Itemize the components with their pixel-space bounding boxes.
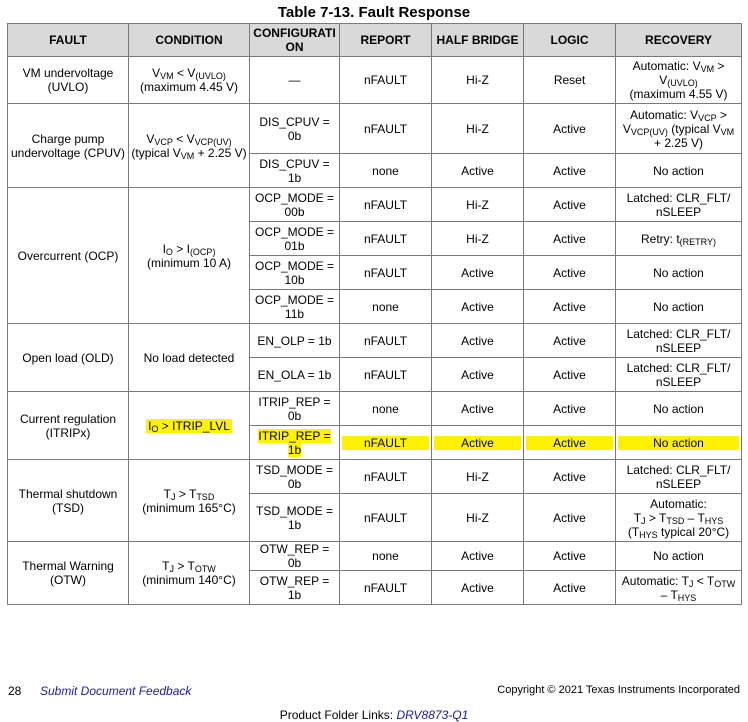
report-cell: nFAULT	[340, 358, 432, 392]
half-bridge-cell: Active	[432, 392, 524, 426]
half-bridge-cell: Hi-Z	[432, 494, 524, 542]
config-cell: DIS_CPUV = 0b	[250, 104, 340, 154]
report-cell: nFAULT	[340, 57, 432, 104]
report-cell: nFAULT	[340, 460, 432, 494]
condition-cell: $I_O > I_{(OCP)}$ (minimum 10 A)	[129, 188, 250, 324]
recovery-cell: No action	[616, 542, 742, 571]
recovery-cell: Automatic: $V_{VM} > V_{(UVLO)}$ (maximum 4.55 V)	[616, 57, 742, 104]
config-cell: OTW_REP = 1b	[250, 571, 340, 605]
recovery-cell: No action	[616, 256, 742, 290]
half-bridge-cell	[432, 426, 524, 460]
config-cell: EN_OLA = 1b	[250, 358, 340, 392]
recovery-cell: Latched: CLR_FLT/ nSLEEP	[616, 460, 742, 494]
fault-cell: Thermal shutdown (TSD)	[8, 460, 129, 542]
logic-cell: Active	[524, 571, 616, 605]
half-bridge-cell: Active	[432, 290, 524, 324]
header-logic: LOGIC	[524, 24, 616, 57]
condition-cell: No load detected	[129, 324, 250, 392]
fault-cell: Current regulation (ITRIPx)	[8, 392, 129, 460]
table-row	[8, 188, 742, 222]
report-cell: none	[340, 290, 432, 324]
logic-cell: Active	[524, 494, 616, 542]
header-configuration: CONFIGURATI ON	[250, 24, 340, 57]
page-number: 28	[8, 684, 22, 698]
logic-cell: Active	[524, 392, 616, 426]
half-bridge-cell: Active	[432, 571, 524, 605]
config-cell: OCP_MODE = 01b	[250, 222, 340, 256]
highlighted-text: ITRIP_REP = 1b	[258, 428, 331, 457]
half-bridge-cell: Active	[432, 358, 524, 392]
report-cell: none	[340, 154, 432, 188]
table-row	[8, 542, 742, 571]
header-report: REPORT	[340, 24, 432, 57]
table-row	[8, 324, 742, 358]
fault-cell: VM undervoltage (UVLO)	[8, 57, 129, 104]
half-bridge-cell: Hi-Z	[432, 188, 524, 222]
recovery-cell: Automatic: $V_{VCP} > V_{VCP(UV)}$ (typical $V_{VM} + 2.25$ V)	[616, 104, 742, 154]
recovery-cell: No action	[616, 290, 742, 324]
recovery-cell: No action	[616, 392, 742, 426]
half-bridge-cell: Active	[432, 542, 524, 571]
half-bridge-cell: Active	[432, 154, 524, 188]
highlighted-text: No action	[618, 436, 739, 450]
report-cell: nFAULT	[340, 571, 432, 605]
header-condition: CONDITION	[129, 24, 250, 57]
config-cell: OCP_MODE = 11b	[250, 290, 340, 324]
highlighted-text: $I_O$ > ITRIP_LVL	[148, 418, 230, 434]
config-cell: ITRIP_REP = 0b	[250, 392, 340, 426]
highlighted-text: nFAULT	[342, 436, 429, 450]
condition-cell: $V_{VM} < V_{(UVLO)}$ (maximum 4.45 V)	[129, 57, 250, 104]
config-cell: TSD_MODE = 1b	[250, 494, 340, 542]
report-cell: none	[340, 542, 432, 571]
condition-cell	[129, 392, 250, 460]
fault-cell: Charge pump undervoltage (CPUV)	[8, 104, 129, 188]
product-folder-label: Product Folder Links:	[279, 708, 397, 722]
logic-cell: Active	[524, 104, 616, 154]
config-cell: OCP_MODE = 10b	[250, 256, 340, 290]
report-cell: nFAULT	[340, 494, 432, 542]
recovery-cell: No action	[616, 154, 742, 188]
half-bridge-cell: Hi-Z	[432, 222, 524, 256]
config-cell: OTW_REP = 0b	[250, 542, 340, 571]
recovery-cell: Latched: CLR_FLT/ nSLEEP	[616, 358, 742, 392]
table-row	[8, 57, 742, 104]
logic-cell: Active	[524, 188, 616, 222]
logic-cell: Active	[524, 358, 616, 392]
config-cell: EN_OLP = 1b	[250, 324, 340, 358]
half-bridge-cell: Active	[432, 324, 524, 358]
fault-cell: Thermal Warning (OTW)	[8, 542, 129, 605]
recovery-cell: Latched: CLR_FLT/ nSLEEP	[616, 188, 742, 222]
table-row	[8, 104, 742, 154]
recovery-cell: Retry: $t_{(RETRY)}$	[616, 222, 742, 256]
fault-response-table	[7, 23, 742, 605]
logic-cell: Active	[524, 290, 616, 324]
config-cell: OCP_MODE = 00b	[250, 188, 340, 222]
table-title: Table 7-13. Fault Response	[277, 4, 471, 21]
half-bridge-cell: Hi-Z	[432, 57, 524, 104]
fault-cell: Open load (OLD)	[8, 324, 129, 392]
copyright: Copyright © 2021 Texas Instruments Incorporated	[497, 684, 740, 696]
header-row	[8, 24, 742, 57]
config-cell: DIS_CPUV = 1b	[250, 154, 340, 188]
half-bridge-cell: Hi-Z	[432, 104, 524, 154]
header-half-bridge: HALF BRIDGE	[432, 24, 524, 57]
logic-cell: Active	[524, 324, 616, 358]
header-recovery: RECOVERY	[616, 24, 742, 57]
config-cell: —	[250, 57, 340, 104]
fault-cell: Overcurrent (OCP)	[8, 188, 129, 324]
report-cell: none	[340, 392, 432, 426]
submit-feedback-link[interactable]: Submit Document Feedback	[40, 684, 192, 698]
logic-cell: Active	[524, 460, 616, 494]
condition-cell: $V_{VCP} < V_{VCP(UV)}$ (typical $V_{VM} + 2.25$ V)	[129, 104, 250, 188]
logic-cell: Active	[524, 542, 616, 571]
condition-cell: $T_J > T_{OTW}$ (minimum 140°C)	[129, 542, 250, 605]
product-link[interactable]: DRV8873-Q1	[396, 708, 469, 722]
table-row	[8, 460, 742, 494]
header-fault: FAULT	[8, 24, 129, 57]
config-cell: TSD_MODE = 0b	[250, 460, 340, 494]
highlighted-text: Active	[434, 436, 521, 450]
logic-cell: Active	[524, 154, 616, 188]
report-cell: nFAULT	[340, 324, 432, 358]
recovery-cell: Automatic: $T_J < T_{OTW} - T_{HYS}$	[616, 571, 742, 605]
report-cell: nFAULT	[340, 222, 432, 256]
highlighted-text: Active	[526, 436, 613, 450]
recovery-cell	[616, 426, 742, 460]
report-cell: nFAULT	[340, 256, 432, 290]
table-row	[8, 392, 742, 426]
config-cell	[250, 426, 340, 460]
condition-cell: $T_J > T_{TSD}$ (minimum 165°C)	[129, 460, 250, 542]
logic-cell	[524, 426, 616, 460]
logic-cell: Active	[524, 256, 616, 290]
half-bridge-cell: Hi-Z	[432, 460, 524, 494]
report-cell	[340, 426, 432, 460]
logic-cell: Reset	[524, 57, 616, 104]
recovery-cell: Latched: CLR_FLT/ nSLEEP	[616, 324, 742, 358]
report-cell: nFAULT	[340, 104, 432, 154]
report-cell: nFAULT	[340, 188, 432, 222]
recovery-cell: Automatic: $T_J > T_{TSD} - T_{HYS}$ ($T_{HYS}$ typical 20°C)	[616, 494, 742, 542]
logic-cell: Active	[524, 222, 616, 256]
half-bridge-cell: Active	[432, 256, 524, 290]
